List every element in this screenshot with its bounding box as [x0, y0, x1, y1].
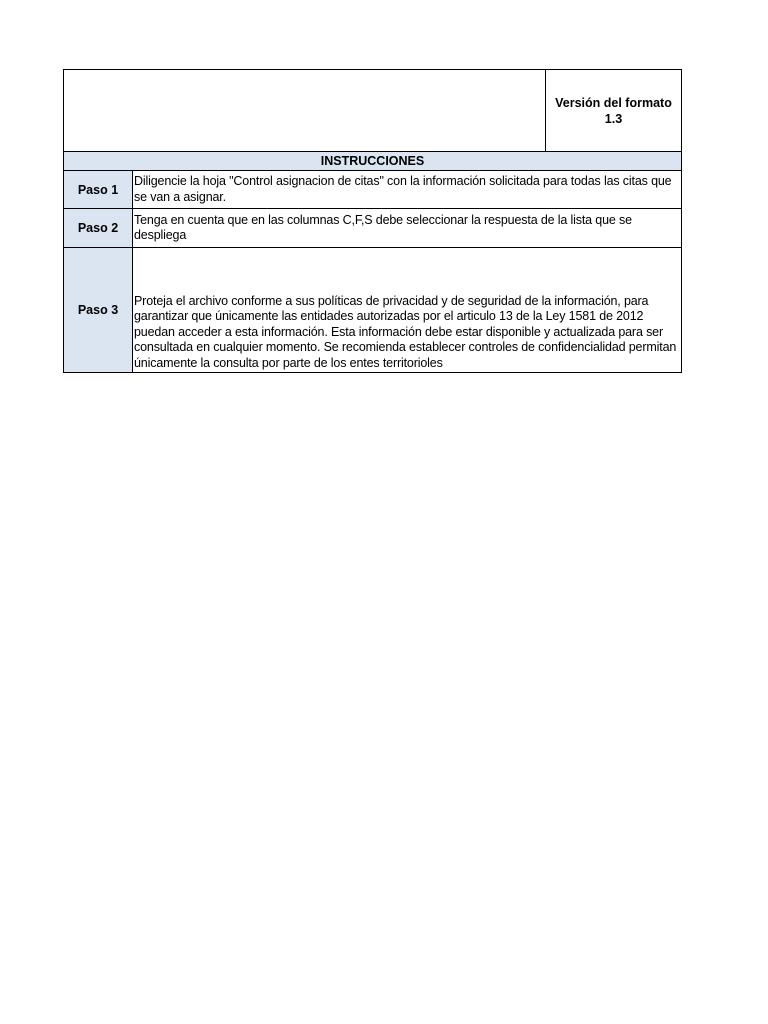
version-cell — [546, 70, 681, 151]
version-number: 1.3 — [604, 111, 623, 126]
step-text-cell — [133, 171, 681, 208]
instructions-title: INSTRUCCIONES — [64, 152, 681, 171]
step-label: Paso 3 — [64, 248, 133, 372]
step-row — [64, 209, 681, 248]
logo-cell — [64, 70, 546, 151]
step-text-cell — [133, 248, 681, 372]
step-text: Proteja el archivo conforme a sus políticas de privacidad y de seguridad de la información, para garantizar que únicamente las entidades autorizadas por el articulo 13 de la Ley 1581 de 2012 puedan acceder a esta información. Esta información debe estar disponible y actualizada para ser consultada en cualquier momento. Se recomienda establecer controles de confidencialidad permitan únicamente la consulta por parte de los entes territorioles — [134, 293, 677, 370]
step-row — [64, 171, 681, 209]
step-text-cell — [133, 209, 681, 247]
step-label: Paso 2 — [64, 209, 133, 247]
step-text: Tenga en cuenta que en las columnas C,F,S debe seleccionar la respuesta de la lista que se despliega — [134, 212, 632, 242]
header-row — [64, 70, 681, 152]
instructions-sheet — [63, 69, 682, 373]
step-row — [64, 248, 681, 372]
version-label: Versión del formato — [555, 95, 672, 110]
step-label: Paso 1 — [64, 171, 133, 208]
step-text: Diligencie la hoja "Control asignacion de citas" con la información solicitada para todas las citas que se van a asignar. — [134, 174, 672, 204]
